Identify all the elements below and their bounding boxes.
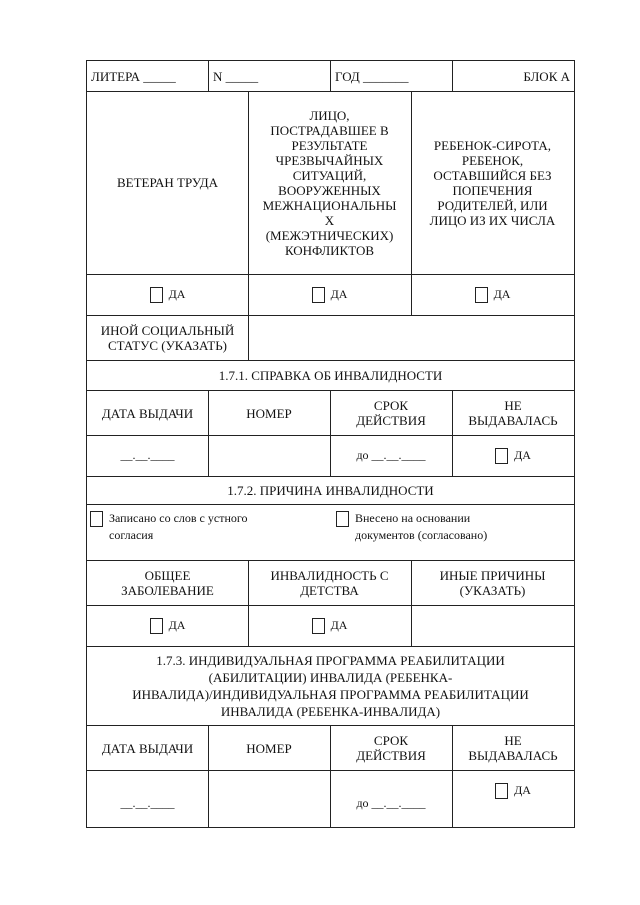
block-label: БЛОК А — [523, 68, 570, 84]
year-field[interactable]: ГОД _______ — [335, 68, 409, 84]
validity-header: СРОК ДЕЙСТВИЯ — [356, 398, 426, 428]
yes-label: ДА — [493, 287, 511, 301]
not-issued-header: НЕ ВЫДАВАЛАСЬ — [468, 398, 558, 428]
not-issued-yes-checkbox[interactable] — [453, 771, 573, 826]
yes-label: ДА — [514, 448, 531, 462]
validity-field[interactable]: до __.__.____ — [356, 448, 426, 462]
yes-label: ДА — [514, 783, 531, 797]
childhood-disability-yes-checkbox[interactable] — [249, 606, 410, 645]
section-173-title: 1.7.3. ИНДИВИДУАЛЬНАЯ ПРОГРАММА РЕАБИЛИТАЦИИ (АБИЛИТАЦИИ) ИНВАЛИДА (РЕБЕНКА- ИНВАЛИДА)/ИНДИВИДУАЛЬНАЯ ПРОГРАММА РЕАБИЛИТАЦИИ ИНВАЛИДА (РЕБЕНКА-ИНВАЛИДА) — [132, 653, 529, 719]
number-field[interactable]: N _____ — [213, 68, 259, 84]
other-reasons-field[interactable] — [412, 606, 573, 645]
issue-date-field[interactable]: __.__.____ — [120, 448, 175, 462]
emergency-victim-yes-checkbox[interactable] — [249, 275, 410, 314]
disability-form — [86, 60, 575, 828]
labor-veteran-yes-checkbox[interactable] — [88, 275, 247, 314]
general-illness-yes-checkbox[interactable] — [88, 606, 247, 645]
rule — [86, 60, 87, 828]
yes-label: ДА — [168, 618, 186, 632]
issue-date-field[interactable]: __.__.____ — [120, 796, 175, 810]
section-171-title: 1.7.1. СПРАВКА ОБ ИНВАЛИДНОСТИ — [218, 367, 443, 383]
checkbox-icon — [150, 287, 163, 303]
checkbox-icon — [312, 287, 325, 303]
checkbox-icon — [90, 511, 103, 527]
yes-label: ДА — [330, 618, 348, 632]
orphan-header: РЕБЕНОК-СИРОТА, РЕБЕНОК, ОСТАВШИЙСЯ БЕЗ ПОПЕЧЕНИЯ РОДИТЕЛЕЙ, ИЛИ ЛИЦО ИЗ ИХ ЧИСЛА — [429, 137, 556, 228]
rule — [330, 60, 331, 91]
childhood-disability-header: ИНВАЛИДНОСТЬ С ДЕТСТВА — [270, 568, 389, 598]
other-status-label: ИНОЙ СОЦИАЛЬНЫЙ СТАТУС (УКАЗАТЬ) — [100, 322, 235, 353]
number-field[interactable] — [209, 771, 329, 826]
rule — [86, 504, 575, 505]
number-header: НОМЕР — [246, 740, 292, 756]
issue-date-header: ДАТА ВЫДАЧИ — [101, 405, 194, 421]
rule — [208, 60, 209, 91]
checkbox-icon — [475, 287, 488, 303]
not-issued-header: НЕ ВЫДАВАЛАСЬ — [468, 733, 558, 763]
emergency-victim-header: ЛИЦО, ПОСТРАДАВШЕЕ В РЕЗУЛЬТАТЕ ЧРЕЗВЫЧАЙНЫХ СИТУАЦИЙ, ВООРУЖЕННЫХ МЕЖНАЦИОНАЛЬНЫ Х (МЕЖЭТНИЧЕСКИХ) КОНФЛИКТОВ — [262, 107, 397, 258]
source-docs-label: Внесено на основании документов (согласовано) — [355, 511, 488, 542]
checkbox-icon — [495, 448, 508, 464]
labor-veteran-header: ВЕТЕРАН ТРУДА — [116, 175, 219, 190]
number-field[interactable] — [209, 436, 329, 475]
checkbox-icon — [495, 783, 508, 799]
rule — [86, 646, 575, 647]
other-reasons-header: ИНЫЕ ПРИЧИНЫ (УКАЗАТЬ) — [439, 568, 546, 598]
orphan-yes-checkbox[interactable] — [412, 275, 573, 314]
section-172-title: 1.7.2. ПРИЧИНА ИНВАЛИДНОСТИ — [227, 482, 434, 498]
source-oral-option[interactable] — [90, 510, 330, 558]
rule — [86, 827, 575, 828]
source-docs-option[interactable] — [336, 510, 572, 558]
other-status-field[interactable] — [249, 316, 573, 359]
yes-label: ДА — [168, 287, 186, 301]
rule — [574, 60, 575, 828]
checkbox-icon — [312, 618, 325, 634]
not-issued-yes-checkbox[interactable] — [453, 436, 573, 475]
validity-header: СРОК ДЕЙСТВИЯ — [356, 733, 426, 763]
source-oral-label: Записано со слов с устного согласия — [109, 511, 248, 542]
litera-field[interactable]: ЛИТЕРА _____ — [91, 68, 176, 84]
yes-label: ДА — [330, 287, 348, 301]
number-header: НОМЕР — [246, 405, 292, 421]
issue-date-header: ДАТА ВЫДАЧИ — [101, 740, 194, 756]
checkbox-icon — [336, 511, 349, 527]
general-illness-header: ОБЩЕЕ ЗАБОЛЕВАНИЕ — [121, 568, 214, 598]
validity-field[interactable]: до __.__.____ — [356, 796, 426, 810]
checkbox-icon — [150, 618, 163, 634]
